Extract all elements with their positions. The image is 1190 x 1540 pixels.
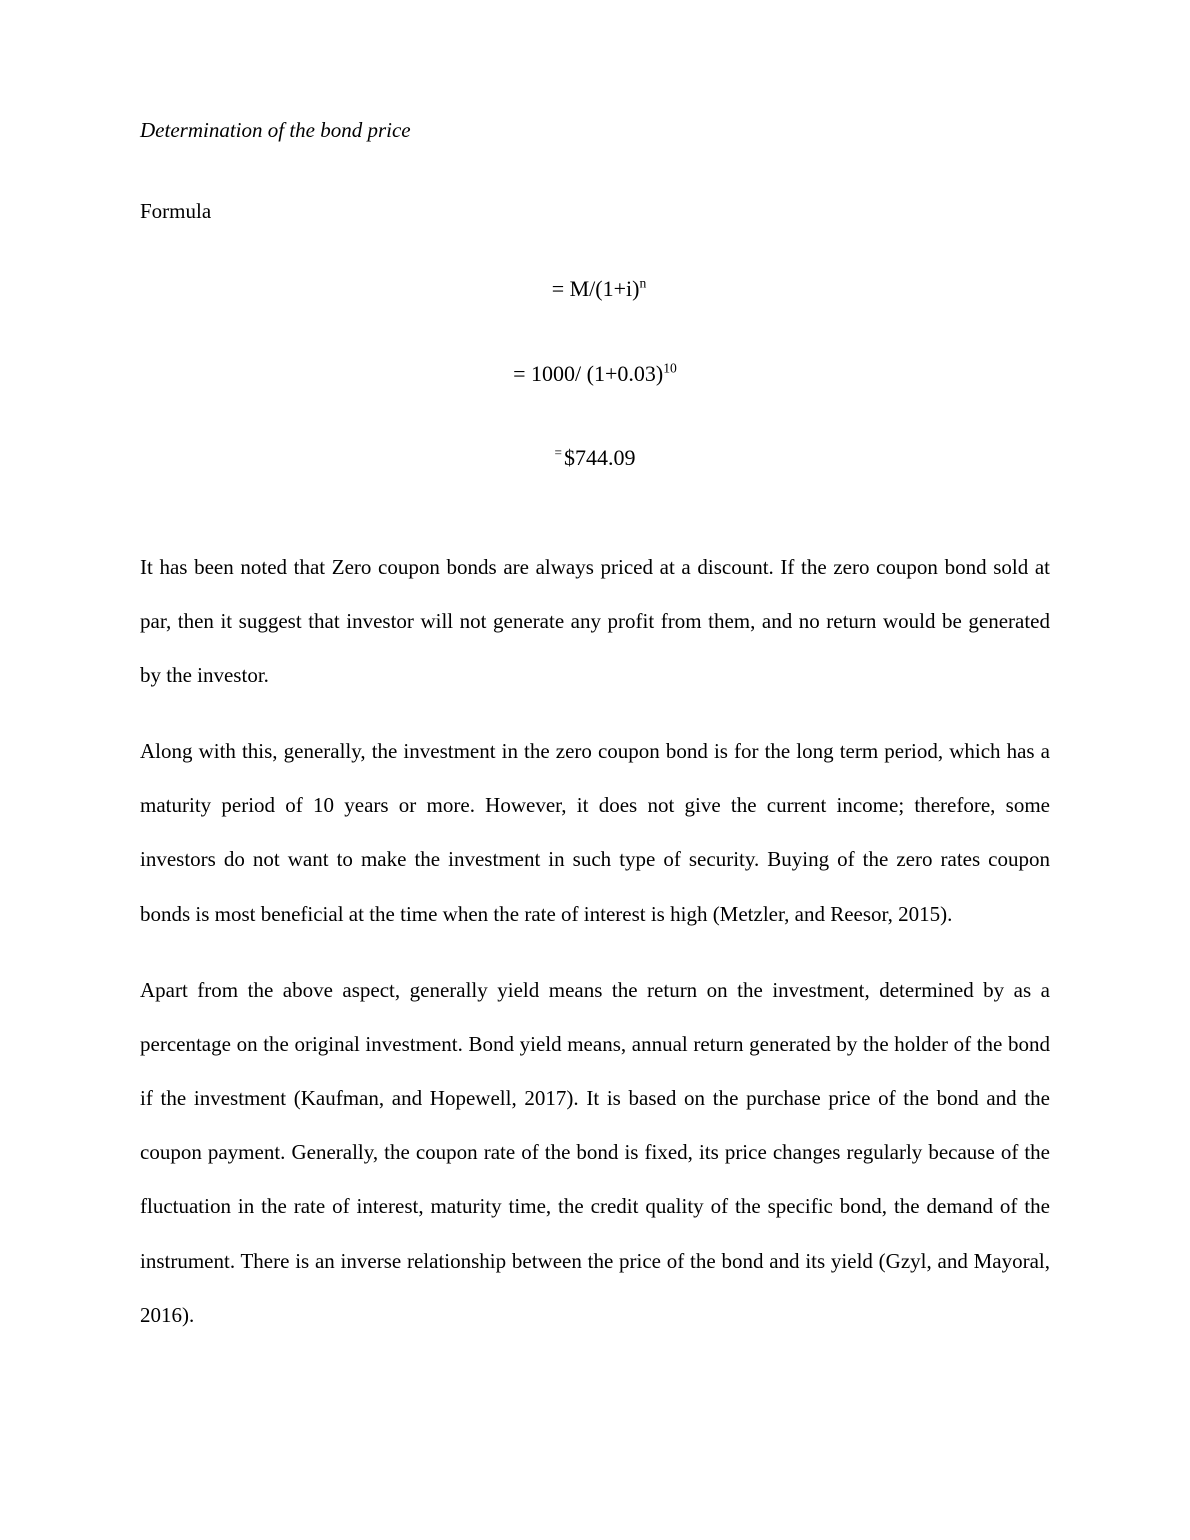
section-heading: Determination of the bond price [140, 118, 411, 142]
body-paragraph: Along with this, generally, the investment in the zero coupon bond is for the long term period, which has a maturity period of 10 years or more. However, it does not give the current income; therefore, some investors do not want to make the investment in such type of security. Buying of the zero rates coupon bonds is most beneficial at the time when the rate of interest is high (Metzler, and Reesor, 2015). [140, 739, 1050, 926]
formula-3-prefix: = [554, 444, 562, 460]
formula-paragraph-spacer [140, 530, 1050, 540]
formula-2-exponent: 10 [663, 360, 677, 376]
formula-1-exponent: n [639, 276, 647, 292]
formula-1-base: = M/(1+i) [551, 276, 640, 302]
formula-label: Formula [140, 199, 212, 224]
body-paragraph: Apart from the above aspect, generally yield means the return on the investment, determined by as a percentage on the original investment. Bond yield means, annual return generated by the holder of the bond if the investment (Kaufman, and Hopewell, 2017). It is based on the purchase price of the bond and the coupon payment. Generally, the coupon rate of the bond is fixed, its price changes regularly because of the fluctuation in the rate of interest, maturity time, the credit quality of the specific bond, the demand of the instrument. There is an inverse relationship between the price of the bond and its yield (Gzyl, and Mayoral, 2016). [140, 977, 1050, 1327]
formula-expression-2 [140, 361, 1050, 387]
formula-3-base: $744.09 [563, 445, 636, 471]
formula-expression-1 [148, 276, 1050, 302]
formula-expression-3 [140, 445, 1050, 471]
body-paragraph: It has been noted that Zero coupon bonds are always priced at a discount. If the zero coupon bond sold at par, then it suggest that investor will not generate any profit from them, and no return would be generated by the investor. [140, 554, 1050, 687]
formula-2-base: = 1000/ (1+0.03) [513, 360, 664, 386]
